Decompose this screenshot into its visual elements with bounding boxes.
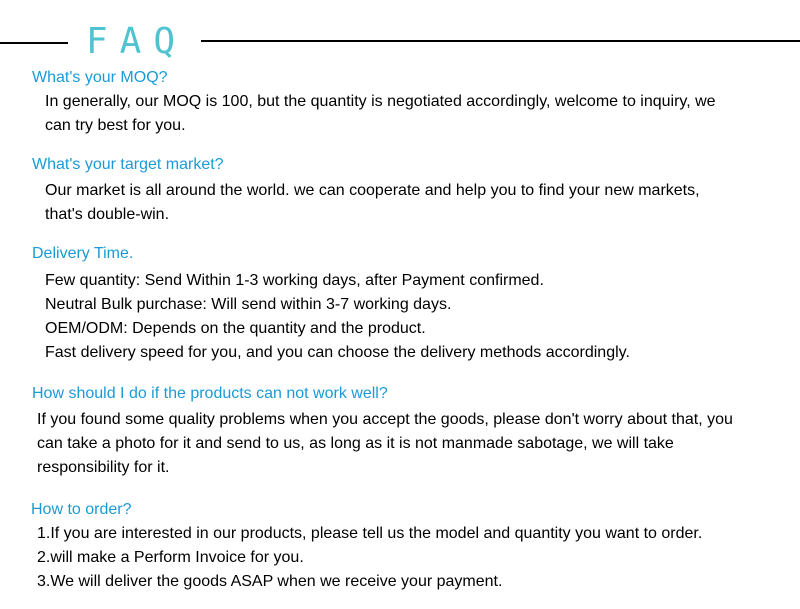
answer-line: Fast delivery speed for you, and you can choose the delivery methods accordingly. xyxy=(45,344,630,361)
answer-line: that's double-win. xyxy=(45,206,170,223)
faq-question: How should I do if the products can not work well? xyxy=(32,385,388,402)
answer-line: 3.We will deliver the goods ASAP when we receive your payment. xyxy=(37,573,503,590)
faq-question: What's your target market? xyxy=(32,156,224,173)
answer-line: OEM/ODM: Depends on the quantity and the product. xyxy=(45,320,426,337)
answer-line: Few quantity: Send Within 1-3 working days, after Payment confirmed. xyxy=(45,272,544,289)
answer-line: Neutral Bulk purchase: Will send within 3-7 working days. xyxy=(45,296,452,313)
faq-answer xyxy=(37,408,733,480)
answer-line: In generally, our MOQ is 100, but the quantity is negotiated accordingly, welcome to inquiry, we xyxy=(45,93,716,110)
faq-answer xyxy=(45,90,716,138)
faq-answer xyxy=(37,522,702,594)
answer-line: can take a photo for it and send to us, as long as it is not manmade sabotage, we will take xyxy=(37,435,674,452)
faq-header xyxy=(0,0,800,70)
answer-line: can try best for you. xyxy=(45,117,186,134)
faq-answer xyxy=(45,179,700,227)
header-rule-left xyxy=(0,42,68,44)
answer-line: 1.If you are interested in our products, please tell us the model and quantity you want to order. xyxy=(37,525,703,542)
header-rule-right xyxy=(201,40,800,42)
faq-answer xyxy=(45,269,630,365)
faq-question: Delivery Time. xyxy=(32,245,134,262)
answer-line: 2.will make a Perform Invoice for you. xyxy=(37,549,304,566)
answer-line: If you found some quality problems when you accept the goods, please don't worry about that, you xyxy=(37,411,733,428)
page-title: FAQ xyxy=(86,21,188,62)
answer-line: responsibility for it. xyxy=(37,459,170,476)
faq-question: What's your MOQ? xyxy=(32,69,168,86)
faq-question: How to order? xyxy=(31,501,132,518)
answer-line: Our market is all around the world. we can cooperate and help you to find your new markets, xyxy=(45,182,700,199)
